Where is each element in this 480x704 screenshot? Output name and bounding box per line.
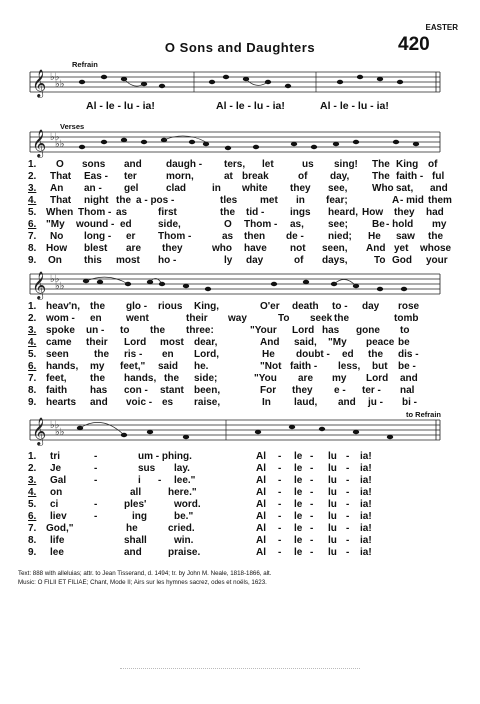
svg-text:𝄞: 𝄞 bbox=[32, 69, 47, 97]
verses-label: Verses bbox=[60, 122, 85, 131]
text-credit: Text: 888 with alleluias; attr. to Jean Tisserand, d. 1494; tr. by John M. Neale, 1818-1866, alt. bbox=[18, 570, 272, 577]
svg-text:♭♭: ♭♭ bbox=[55, 427, 65, 438]
credits bbox=[18, 570, 272, 587]
refrain-staff bbox=[0, 66, 480, 102]
hymn-title: O Sons and Daughters bbox=[164, 40, 316, 55]
section-label: EASTER bbox=[425, 23, 458, 32]
refrain-lyric-1: Al - le - lu - ia! bbox=[86, 100, 155, 112]
verse-staff-2 bbox=[0, 270, 480, 300]
svg-text:♭♭: ♭♭ bbox=[55, 281, 65, 292]
svg-text:♭♭: ♭♭ bbox=[55, 79, 65, 90]
verse-staff-3 bbox=[0, 416, 480, 448]
verse-staff-1 bbox=[0, 128, 480, 158]
refrain-lyric-3: Al - le - lu - ia! bbox=[320, 100, 389, 112]
page-divider bbox=[120, 668, 360, 669]
hymn-number: 420 bbox=[398, 34, 430, 55]
svg-text:♭♭: ♭♭ bbox=[50, 132, 60, 143]
svg-text:♭♭: ♭♭ bbox=[50, 420, 60, 431]
svg-text:𝄞: 𝄞 bbox=[32, 129, 47, 157]
svg-text:𝄞: 𝄞 bbox=[32, 271, 47, 299]
svg-text:♭♭: ♭♭ bbox=[55, 139, 65, 150]
refrain-lyric-2: Al - le - lu - ia! bbox=[216, 100, 285, 112]
svg-text:♭♭: ♭♭ bbox=[50, 274, 60, 285]
svg-text:𝄞: 𝄞 bbox=[32, 417, 47, 445]
svg-text:♭♭: ♭♭ bbox=[50, 72, 60, 83]
to-refrain-label: to Refrain bbox=[406, 410, 442, 419]
music-credit: Music: O FILII ET FILIAE; Chant, Mode II; Airs sur les hymnes sacrez, odes et noëls, 1623. bbox=[18, 578, 267, 586]
refrain-label: Refrain bbox=[72, 60, 98, 69]
